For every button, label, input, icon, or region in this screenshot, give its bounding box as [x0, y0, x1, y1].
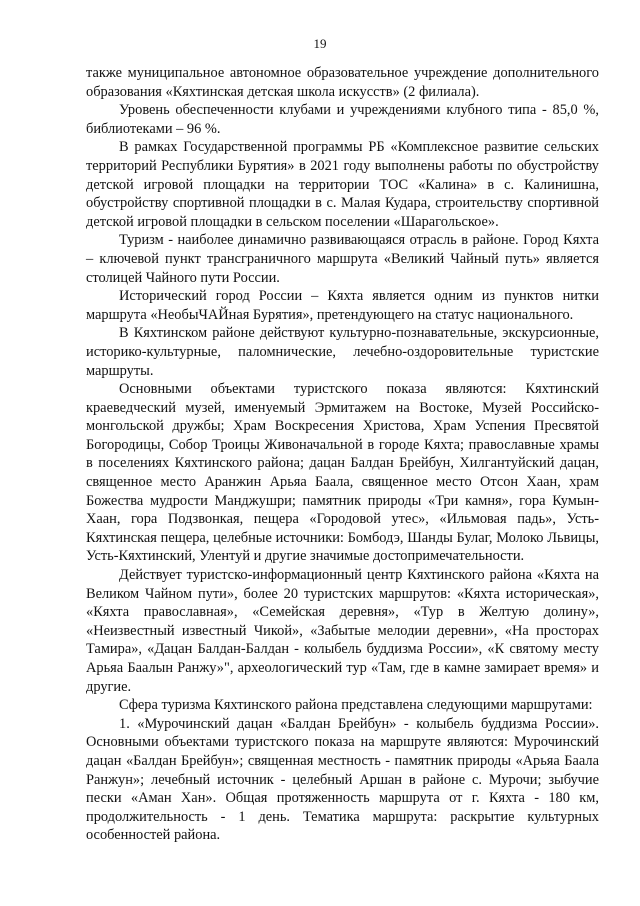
paragraph-state-program: В рамках Государственной программы РБ «Комплексное развитие сельских территорий Республики Бурятия» в 2021 году выполнены работы по обустройству детской игровой площадки на территории ТОС «Калина» в с. Калинишна, обустройству спортивной площадки в с. Малая Кудара, строительству спортивной детской игровой площадки в сельском поселении «Шарагольское».	[86, 139, 599, 230]
paragraph-route-types: В Кяхтинском районе действуют культурно-познавательные, экскурсионные, историко-культурные, паломнические, лечебно-оздоровительные туристские маршруты.	[86, 325, 599, 379]
document-body	[86, 64, 599, 845]
paragraph-historic-city: Исторический город России – Кяхта является одним из пунктов нитки маршрута «НеобыЧАЙная Бурятия», претендующего на статус национального.	[86, 288, 599, 323]
paragraph-tourist-objects: Основными объектами туристского показа являются: Кяхтинский краеведческий музей, именуемый Эрмитажем на Востоке, Музей Российско-монгольской дружбы; Храм Воскресения Христова, Храм Успения Пресвятой Богородицы, Собор Троицы Живоначальной в городе Кяхта; православные храмы в поселениях Кяхтинского района; дацан Балдан Брейбун, Хилгантуйский дацан, священное место Аранжин Арьяа Баала, священное место Отсон Хаан, храм Божества мудрости Манджушри; памятник природы «Три камня», гора Кумын-Хаан, гора Подзвонкая, пещера «Городовой утес», «Ильмовая падь», Усть-Кяхтинская пещера, целебные источники: Бомбодэ, Шанды Булаг, Молоко Львицы, Усть-Кяхтинский, Улентуй и другие значимые достопримечательности.	[86, 381, 599, 565]
page-number: 19	[313, 36, 327, 51]
paragraph-tourism: Туризм - наиболее динамично развивающаяся отрасль в районе. Город Кяхта – ключевой пункт трансграничного маршрута «Великий Чайный путь» является столицей Чайного пути России.	[86, 232, 599, 286]
list-item-route-1: 1. «Мурочинский дацан «Балдан Брейбун» - колыбель буддизма России». Основными объектами туристского показа на маршруте являются: Мурочинский дацан «Балдан Брейбун»; священная местность - памятник природы «Арьяа Баала Ранжун»; лечебный источник - целебный Аршан в районе с. Мурочи; зыбучие пески «Аман Хан». Общая протяженность маршрута от г. Кяхта - 180 км, продолжительность - 1 день. Тематика маршрута: раскрытие культурных особенностей района.	[86, 715, 599, 844]
paragraph-club-coverage: Уровень обеспеченности клубами и учреждениями клубного типа - 85,0 %, библиотеками – 96 %.	[86, 102, 599, 137]
paragraph-routes-intro: Сфера туризма Кяхтинского района представлена следующими маршрутами:	[119, 697, 593, 714]
paragraph-info-center: Действует туристско-информационный центр Кяхтинского района «Кяхта на Великом Чайном пути», более 20 туристских маршрутов: «Кяхта историческая», «Кяхта православная», «Семейская деревня», «Тур в Желтую долину», «Неизвестный известный Чикой», «Забытые мелодии деревни», «На просторах Тамира», «Дацан Балдан-Балдан - колыбель буддизма России», «К святому месту Арьяа Баалын Ранжу»", археологический тур «Там, где в камне замирает время» и другие.	[86, 567, 599, 695]
paragraph-school-of-arts: также муниципальное автономное образовательное учреждение дополнительного образования «Кяхтинская детская школа искусств» (2 филиала).	[86, 65, 599, 100]
